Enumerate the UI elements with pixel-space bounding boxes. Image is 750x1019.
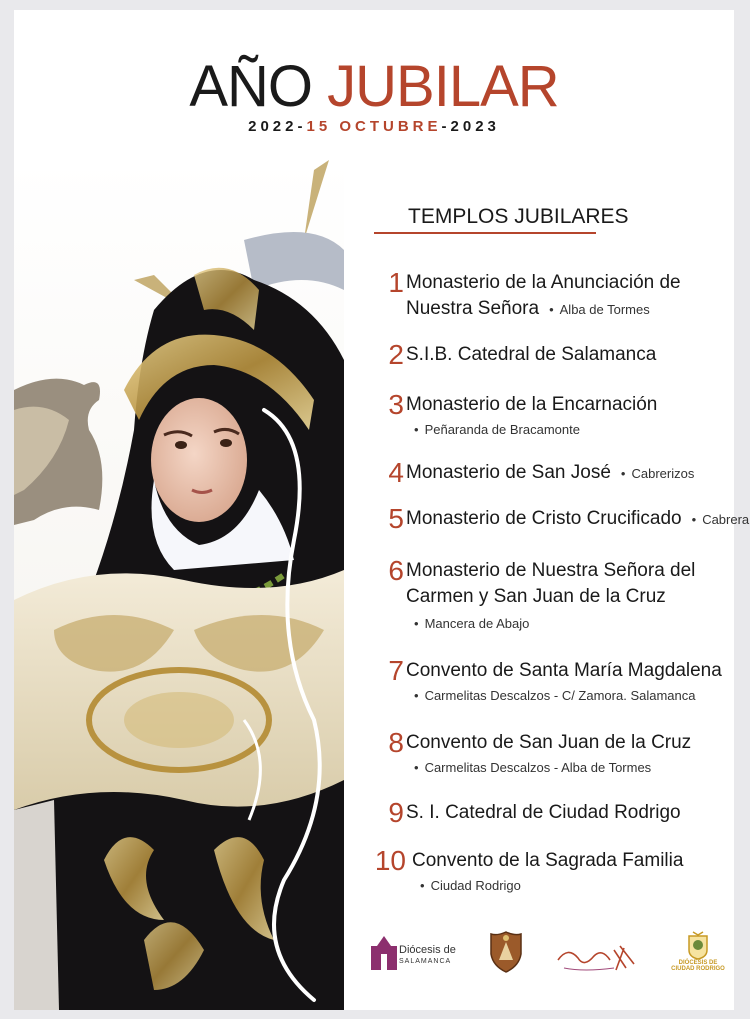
diocesis-ciudad-rodrigo-logo <box>663 930 733 972</box>
saint-teresa-image <box>14 160 344 1010</box>
temple-name-line2: Carmen y San Juan de la Cruz <box>406 586 666 607</box>
date-middle: 15 OCTUBRE <box>306 118 442 135</box>
ano-jubilar-mark-icon <box>554 942 642 978</box>
poster-dates <box>14 118 734 135</box>
temple-place: • Cabrera <box>692 512 750 527</box>
temple-number: 10 <box>374 845 406 876</box>
temple-name: S.I.B. Catedral de Salamanca <box>406 344 657 365</box>
temple-number: 5 <box>388 503 404 534</box>
ano-jubilar-logo <box>554 942 644 983</box>
poster-title <box>14 54 734 119</box>
temple-number: 4 <box>388 457 404 488</box>
date-start: 2022- <box>248 118 307 135</box>
temple-name-line1: Monasterio de San José <box>406 462 611 483</box>
temple-place: • Mancera de Abajo <box>414 616 529 631</box>
temple-number: 3 <box>388 389 404 420</box>
temple-place: • Ciudad Rodrigo <box>420 878 521 893</box>
crest-icon <box>683 930 713 960</box>
sponsor-logos <box>369 930 729 990</box>
temple-number: 7 <box>388 655 404 686</box>
temple-number: 8 <box>388 727 404 758</box>
temple-name <box>406 506 750 533</box>
temple-number: 9 <box>388 797 404 828</box>
temple-name-line2: Nuestra Señora <box>406 298 540 319</box>
temple-place: • Carmelitas Descalzos - C/ Zamora. Salamanca <box>414 688 695 703</box>
temple-name-line1: Monasterio de la Anunciación de <box>406 272 681 293</box>
diocesis-label: Diócesis de <box>399 944 456 956</box>
temple-number: 2 <box>388 339 404 370</box>
cr-diocesis-label: DIÓCESIS DE <box>678 960 718 966</box>
list-title-rule <box>374 232 596 234</box>
temple-name: Monasterio de la Encarnación <box>406 394 658 415</box>
temple-number: 6 <box>388 555 404 586</box>
temple-place: • Cabrerizos <box>621 466 694 481</box>
jubilee-poster <box>14 10 750 1010</box>
cr-name-label: CIUDAD RODRIGO <box>671 966 725 972</box>
temple-number: 1 <box>388 267 404 298</box>
temple-place: • Carmelitas Descalzos - Alba de Tormes <box>414 760 651 775</box>
temple-name: Convento de Santa María Magdalena <box>406 660 722 681</box>
temple-name: S. I. Catedral de Ciudad Rodrigo <box>406 802 681 823</box>
temple-name <box>406 460 726 487</box>
temple-name-line1: Monasterio de Nuestra Señora del <box>406 560 696 581</box>
saint-illustration <box>14 160 344 1010</box>
temple-name <box>406 558 726 610</box>
date-end: -2023 <box>441 118 500 135</box>
temple-place: • Alba de Tormes <box>549 302 650 317</box>
title-ano: AÑO <box>189 54 313 119</box>
carmelite-shield-logo <box>487 930 527 979</box>
salamanca-label: SALAMANCA <box>399 958 452 965</box>
temple-name: Convento de San Juan de la Cruz <box>406 732 692 753</box>
temple-name-line1: Monasterio de Cristo Crucificado <box>406 508 682 529</box>
temple-name: Convento de la Sagrada Familia <box>412 850 684 871</box>
cathedral-icon <box>371 936 397 970</box>
temple-place: • Peñaranda de Bracamonte <box>414 422 580 437</box>
shield-icon <box>487 930 525 974</box>
list-title: TEMPLOS JUBILARES <box>408 205 629 228</box>
temple-name <box>406 270 726 323</box>
title-jubilar: JUBILAR <box>327 54 559 119</box>
